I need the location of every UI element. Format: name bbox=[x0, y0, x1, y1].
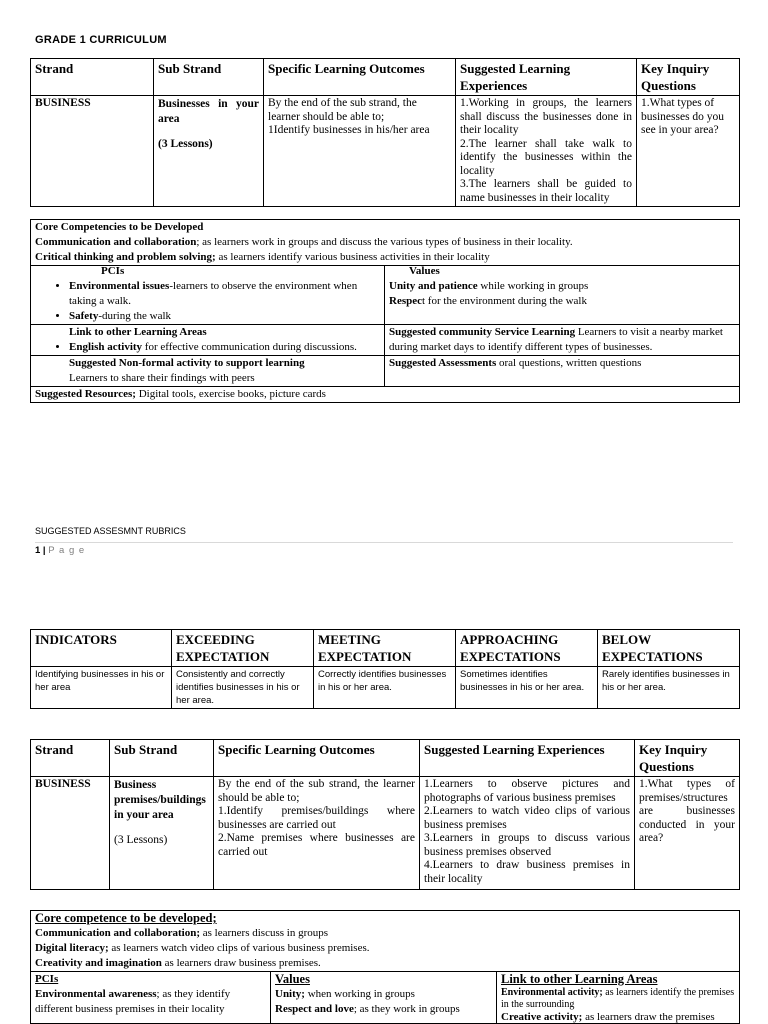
rubric-below-cell: Rarely identifies businesses in his or her area. bbox=[598, 667, 740, 709]
sub-strand-cell: Business premises/buildings in your area (3 Lessons) bbox=[110, 777, 214, 890]
questions-cell: 1.What types of businesses do you see in your area? bbox=[637, 96, 740, 207]
resources-cell: Suggested Resources; Digital tools, exercise books, picture cards bbox=[31, 387, 740, 403]
outcomes-cell: By the end of the sub strand, the learner should be able to; 1.Identify premises/buildings where businesses are carried out 2.Name premises where businesses are carried out bbox=[214, 777, 420, 890]
rubric-exceeding-cell: Consistently and correctly identifies businesses in his or her area. bbox=[172, 667, 314, 709]
nonformal-cell: Suggested Non-formal activity to support learning Learners to share their findings with peers bbox=[31, 356, 385, 387]
rubric-header-exceeding: EXCEEDING EXPECTATION bbox=[172, 630, 314, 667]
experiences-cell: 1.Working in groups, the learners shall discuss the businesses done in their locality 2.The learner shall take walk to identify the businesses within the locality 3.The learners shall be guided to name businesses in their locality bbox=[456, 96, 637, 207]
community-service-cell: Suggested community Service Learning Learners to visit a nearby market during market days to identify different types of businesses. bbox=[385, 325, 740, 356]
strand-cell: BUSINESS bbox=[31, 96, 154, 207]
curriculum-table-2 bbox=[30, 739, 740, 890]
header-experiences: Suggested Learning Experiences bbox=[420, 740, 635, 777]
questions-cell: 1.What types of premises/structures are businesses conducted in your area? bbox=[635, 777, 740, 890]
experiences-cell: 1.Learners to observe pictures and photographs of various business premises 2.Learners to watch video clips of various business premises 3.Learners in groups to discuss various business premises observed 4.Learners to draw business premises in their locality bbox=[420, 777, 635, 890]
outcomes-cell: By the end of the sub strand, the learner should be able to; 1Identify businesses in his/her area bbox=[264, 96, 456, 207]
rubric-indicator-cell: Identifying businesses in his or her area bbox=[31, 667, 172, 709]
link-areas-cell: Link to other Learning Areas • English activity for effective communication during discussions. bbox=[31, 325, 385, 356]
header-questions: Key Inquiry Questions bbox=[635, 740, 740, 777]
header-strand: Strand bbox=[31, 740, 110, 777]
page-title: GRADE 1 CURRICULUM bbox=[35, 34, 167, 46]
link-areas-cell: Link to other Learning Areas Environmental activity; as learners identify the premises in the surrounding Creative activity; as learners draw the premises bbox=[497, 972, 740, 1024]
core-competencies-cell: Core competence to be developed; Communication and collaboration; as learners discuss in groups Digital literacy; as learners watch video clips of various business premises. Creativity and imagination as learners draw business premises. bbox=[31, 911, 740, 972]
core-competencies-cell: Core Competencies to be Developed Communication and collaboration; as learners work in groups and discuss the various types of business in their locality. Critical thinking and problem solving; as learners identify various business activities in their locality bbox=[31, 220, 740, 266]
core-competencies-table-1 bbox=[30, 219, 740, 403]
rubric-header-approaching: APPROACHING EXPECTATIONS bbox=[456, 630, 598, 667]
sub-strand-cell: Businesses in your area (3 Lessons) bbox=[154, 96, 264, 207]
pcis-cell: PCIs • Environmental issues-learners to observe the environment when taking a walk. • Safety-during the walk bbox=[31, 266, 385, 325]
header-questions: Key Inquiry Questions bbox=[637, 59, 740, 96]
rubric-header-meeting: MEETING EXPECTATION bbox=[314, 630, 456, 667]
header-outcomes: Specific Learning Outcomes bbox=[264, 59, 456, 96]
header-strand: Strand bbox=[31, 59, 154, 96]
rubric-header-indicators: INDICATORS bbox=[31, 630, 172, 667]
curriculum-table-1 bbox=[30, 58, 740, 207]
rubric-header-below: BELOW EXPECTATIONS bbox=[598, 630, 740, 667]
core-competencies-table-2 bbox=[30, 910, 740, 1024]
rubric-approaching-cell: Sometimes identifies businesses in his or her area. bbox=[456, 667, 598, 709]
rubric-table bbox=[30, 629, 740, 709]
header-sub-strand: Sub Strand bbox=[154, 59, 264, 96]
pcis-cell: PCIs Environmental awareness; as they identify different business premises in their locality bbox=[31, 972, 271, 1024]
strand-cell: BUSINESS bbox=[31, 777, 110, 890]
footer-divider bbox=[35, 542, 733, 543]
header-outcomes: Specific Learning Outcomes bbox=[214, 740, 420, 777]
values-cell: Values Unity; when working in groups Respect and love; as they work in groups bbox=[271, 972, 497, 1024]
header-experiences: Suggested Learning Experiences bbox=[456, 59, 637, 96]
rubric-meeting-cell: Correctly identifies businesses in his or her area. bbox=[314, 667, 456, 709]
footer-label: SUGGESTED ASSESMNT RUBRICS bbox=[35, 526, 186, 536]
assessments-cell: Suggested Assessments oral questions, written questions bbox=[385, 356, 740, 387]
values-cell: Values Unity and patience while working in groups Respect for the environment during the walk bbox=[385, 266, 740, 325]
page-number: 1 | P a g e bbox=[35, 545, 86, 556]
header-sub-strand: Sub Strand bbox=[110, 740, 214, 777]
